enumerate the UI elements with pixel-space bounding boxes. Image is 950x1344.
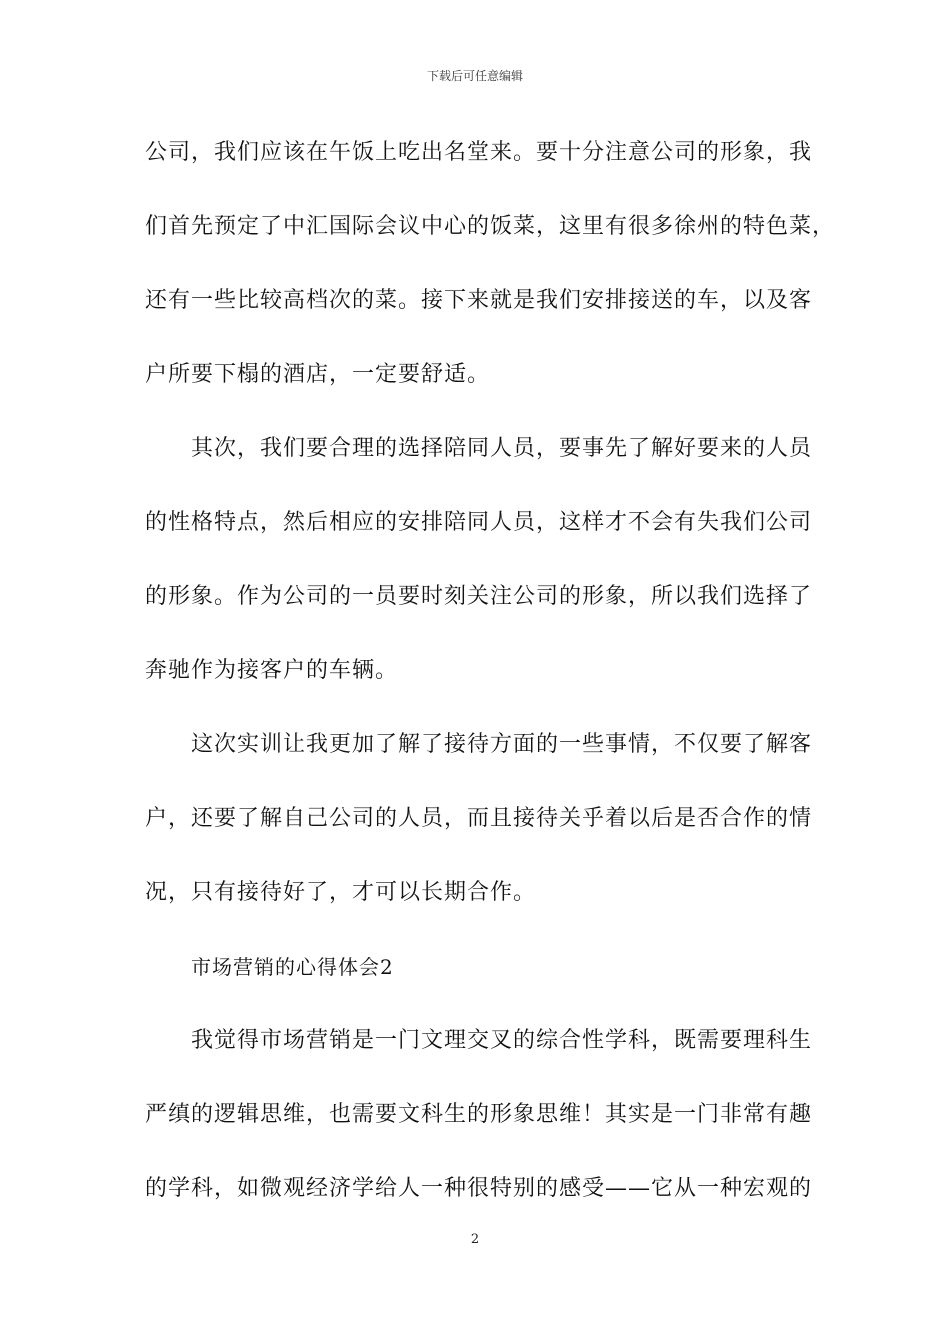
paragraph-line: 公司，我们应该在午饭上吃出名堂来。要十分注意公司的形象，我 [145, 140, 813, 165]
paragraph-line: 还有一些比较高档次的菜。接下来就是我们安排接送的车，以及客 [145, 288, 813, 313]
paragraph-line: 其次，我们要合理的选择陪同人员，要事先了解好要来的人员 [191, 436, 813, 461]
paragraph-line: 的学科，如微观经济学给人一种很特别的感受——它从一种宏观的 [145, 1176, 813, 1201]
paragraph-line: 户，还要了解自己公司的人员，而且接待关乎着以后是否合作的情 [145, 806, 813, 831]
page-header-note: 下载后可任意编辑 [426, 69, 523, 83]
paragraph-line: 况，只有接待好了，才可以长期合作。 [145, 880, 537, 905]
paragraph-line: 户所要下榻的酒店，一定要舒适。 [145, 362, 491, 387]
section-heading: 市场营销的心得体会2 [191, 955, 394, 979]
paragraph-line: 严缜的逻辑思维，也需要文科生的形象思维！其实是一门非常有趣 [145, 1102, 813, 1127]
paragraph-line: 我觉得市场营销是一门文理交叉的综合性学科，既需要理科生 [191, 1028, 813, 1053]
paragraph-line: 的性格特点，然后相应的安排陪同人员，这样才不会有失我们公司 [145, 510, 813, 535]
paragraph-line: 的形象。作为公司的一员要时刻关注公司的形象，所以我们选择了 [145, 584, 813, 609]
page-number: 2 [470, 1232, 480, 1247]
paragraph-line: 奔驰作为接客户的车辆。 [145, 658, 399, 683]
paragraph-line: 们首先预定了中汇国际会议中心的饭菜，这里有很多徐州的特色菜， [145, 214, 836, 239]
document-body [145, 127, 836, 1237]
paragraph-line: 这次实训让我更加了解了接待方面的一些事情，不仅要了解客 [191, 732, 813, 757]
